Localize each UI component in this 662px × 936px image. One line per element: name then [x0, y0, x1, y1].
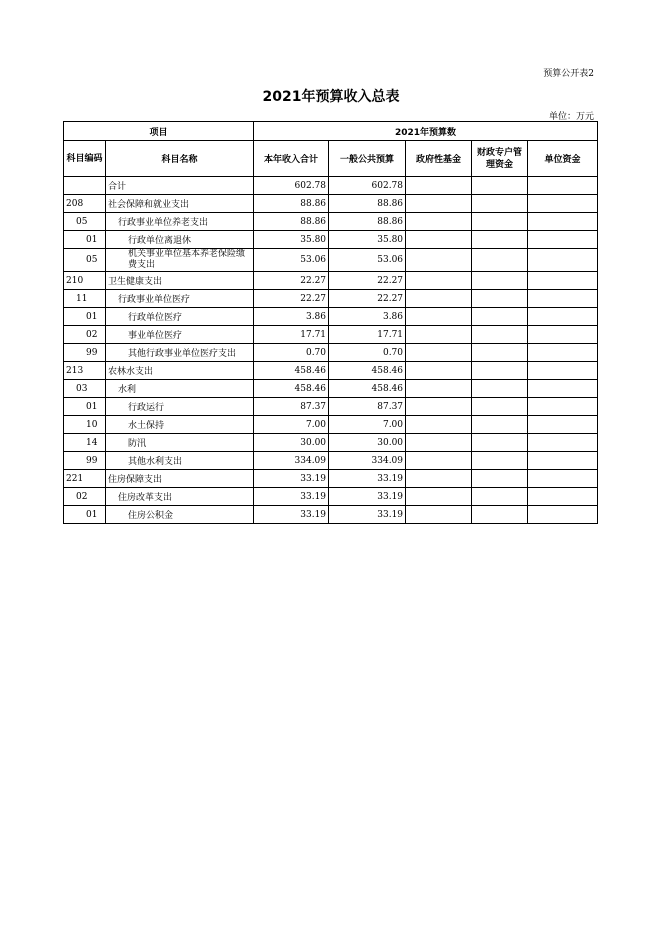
row-fund	[406, 470, 472, 488]
row-fund	[406, 272, 472, 290]
table-row	[64, 470, 598, 488]
row-name: 行政事业单位养老支出	[106, 213, 254, 231]
row-fund	[406, 249, 472, 272]
header-budget-group: 2021年预算数	[254, 122, 598, 141]
row-general: 602.78	[329, 177, 406, 195]
row-unit-fund	[528, 272, 598, 290]
row-special	[472, 290, 528, 308]
row-fund	[406, 488, 472, 506]
row-code: 02	[64, 326, 106, 344]
row-code: 213	[64, 362, 106, 380]
row-name: 水利	[106, 380, 254, 398]
table-row	[64, 362, 598, 380]
table-row	[64, 434, 598, 452]
row-special	[472, 344, 528, 362]
row-unit-fund	[528, 398, 598, 416]
row-total: 602.78	[254, 177, 329, 195]
row-special	[472, 177, 528, 195]
table-row	[64, 488, 598, 506]
row-fund	[406, 231, 472, 249]
row-name: 合计	[106, 177, 254, 195]
row-fund	[406, 290, 472, 308]
row-code: 99	[64, 344, 106, 362]
row-fund	[406, 398, 472, 416]
row-unit-fund	[528, 195, 598, 213]
table-row	[64, 344, 598, 362]
row-special	[472, 452, 528, 470]
row-general: 33.19	[329, 470, 406, 488]
row-special	[472, 380, 528, 398]
row-name: 住房保障支出	[106, 470, 254, 488]
form-number: 预算公开表2	[543, 69, 594, 79]
table-row	[64, 506, 598, 524]
row-unit-fund	[528, 452, 598, 470]
row-total: 334.09	[254, 452, 329, 470]
row-general: 3.86	[329, 308, 406, 326]
row-fund	[406, 213, 472, 231]
row-name: 住房改革支出	[106, 488, 254, 506]
row-code: 01	[64, 398, 106, 416]
row-fund	[406, 416, 472, 434]
table-row	[64, 195, 598, 213]
table-row	[64, 380, 598, 398]
row-general: 87.37	[329, 398, 406, 416]
row-fund	[406, 452, 472, 470]
row-name: 卫生健康支出	[106, 272, 254, 290]
table-row	[64, 308, 598, 326]
row-unit-fund	[528, 213, 598, 231]
row-general: 30.00	[329, 434, 406, 452]
row-unit-fund	[528, 249, 598, 272]
row-code: 01	[64, 308, 106, 326]
header-name: 科目名称	[106, 141, 254, 177]
row-name: 行政运行	[106, 398, 254, 416]
row-total: 17.71	[254, 326, 329, 344]
row-unit-fund	[528, 308, 598, 326]
row-fund	[406, 380, 472, 398]
row-general: 22.27	[329, 272, 406, 290]
row-unit-fund	[528, 326, 598, 344]
row-fund	[406, 344, 472, 362]
row-name: 行政单位离退休	[106, 231, 254, 249]
row-name: 其他行政事业单位医疗支出	[106, 344, 254, 362]
row-special	[472, 416, 528, 434]
page-title: 2021年预算收入总表	[262, 89, 400, 105]
row-total: 7.00	[254, 416, 329, 434]
row-special	[472, 488, 528, 506]
row-special	[472, 434, 528, 452]
table-row	[64, 213, 598, 231]
row-general: 88.86	[329, 195, 406, 213]
row-unit-fund	[528, 488, 598, 506]
row-total: 3.86	[254, 308, 329, 326]
row-fund	[406, 326, 472, 344]
row-name: 机关事业单位基本养老保险缴费支出	[106, 249, 254, 272]
table-row	[64, 231, 598, 249]
row-general: 22.27	[329, 290, 406, 308]
table-row	[64, 398, 598, 416]
row-code: 99	[64, 452, 106, 470]
row-name: 住房公积金	[106, 506, 254, 524]
row-unit-fund	[528, 362, 598, 380]
row-code: 11	[64, 290, 106, 308]
row-special	[472, 308, 528, 326]
row-total: 33.19	[254, 470, 329, 488]
row-general: 33.19	[329, 488, 406, 506]
row-name: 水土保持	[106, 416, 254, 434]
row-code: 05	[64, 249, 106, 272]
row-total: 33.19	[254, 506, 329, 524]
table-row	[64, 416, 598, 434]
row-special	[472, 362, 528, 380]
row-fund	[406, 177, 472, 195]
row-fund	[406, 195, 472, 213]
row-total: 88.86	[254, 213, 329, 231]
row-general: 88.86	[329, 213, 406, 231]
row-name: 行政单位医疗	[106, 308, 254, 326]
row-name: 其他水利支出	[106, 452, 254, 470]
row-code: 210	[64, 272, 106, 290]
row-code: 02	[64, 488, 106, 506]
row-code: 01	[64, 231, 106, 249]
row-total: 458.46	[254, 380, 329, 398]
row-unit-fund	[528, 380, 598, 398]
row-code: 221	[64, 470, 106, 488]
row-general: 17.71	[329, 326, 406, 344]
header-fund: 政府性基金	[406, 141, 472, 177]
header-general: 一般公共预算	[329, 141, 406, 177]
row-fund	[406, 506, 472, 524]
row-name: 行政事业单位医疗	[106, 290, 254, 308]
header-unit-fund: 单位资金	[528, 141, 598, 177]
row-unit-fund	[528, 506, 598, 524]
row-general: 7.00	[329, 416, 406, 434]
row-general: 53.06	[329, 249, 406, 272]
row-code: 14	[64, 434, 106, 452]
row-code: 01	[64, 506, 106, 524]
row-code: 05	[64, 213, 106, 231]
table-row	[64, 290, 598, 308]
table-row	[64, 177, 598, 195]
row-total: 0.70	[254, 344, 329, 362]
row-fund	[406, 308, 472, 326]
row-total: 22.27	[254, 290, 329, 308]
row-special	[472, 195, 528, 213]
row-name: 防汛	[106, 434, 254, 452]
header-code: 科目编码	[64, 141, 106, 177]
row-total: 88.86	[254, 195, 329, 213]
row-code: 208	[64, 195, 106, 213]
row-special	[472, 398, 528, 416]
row-total: 30.00	[254, 434, 329, 452]
row-unit-fund	[528, 344, 598, 362]
header-special: 财政专户管理资金	[472, 141, 528, 177]
row-unit-fund	[528, 434, 598, 452]
row-special	[472, 231, 528, 249]
row-general: 458.46	[329, 362, 406, 380]
row-fund	[406, 362, 472, 380]
row-special	[472, 470, 528, 488]
header-total: 本年收入合计	[254, 141, 329, 177]
row-special	[472, 249, 528, 272]
row-name: 农林水支出	[106, 362, 254, 380]
table-row	[64, 326, 598, 344]
row-unit-fund	[528, 290, 598, 308]
row-total: 87.37	[254, 398, 329, 416]
budget-income-table	[63, 121, 598, 524]
row-fund	[406, 434, 472, 452]
unit-label: 单位：万元	[548, 112, 594, 122]
row-special	[472, 213, 528, 231]
row-code: 10	[64, 416, 106, 434]
row-general: 334.09	[329, 452, 406, 470]
row-name: 事业单位医疗	[106, 326, 254, 344]
row-total: 53.06	[254, 249, 329, 272]
table-row	[64, 272, 598, 290]
row-general: 0.70	[329, 344, 406, 362]
row-total: 35.80	[254, 231, 329, 249]
row-special	[472, 272, 528, 290]
row-total: 22.27	[254, 272, 329, 290]
row-unit-fund	[528, 470, 598, 488]
row-code: 03	[64, 380, 106, 398]
row-total: 458.46	[254, 362, 329, 380]
row-general: 33.19	[329, 506, 406, 524]
row-total: 33.19	[254, 488, 329, 506]
row-general: 458.46	[329, 380, 406, 398]
row-name: 社会保障和就业支出	[106, 195, 254, 213]
header-item-group: 项目	[64, 122, 254, 141]
row-special	[472, 326, 528, 344]
row-unit-fund	[528, 416, 598, 434]
row-general: 35.80	[329, 231, 406, 249]
row-unit-fund	[528, 231, 598, 249]
row-code	[64, 177, 106, 195]
row-special	[472, 506, 528, 524]
table-row	[64, 452, 598, 470]
row-unit-fund	[528, 177, 598, 195]
table-row	[64, 249, 598, 272]
